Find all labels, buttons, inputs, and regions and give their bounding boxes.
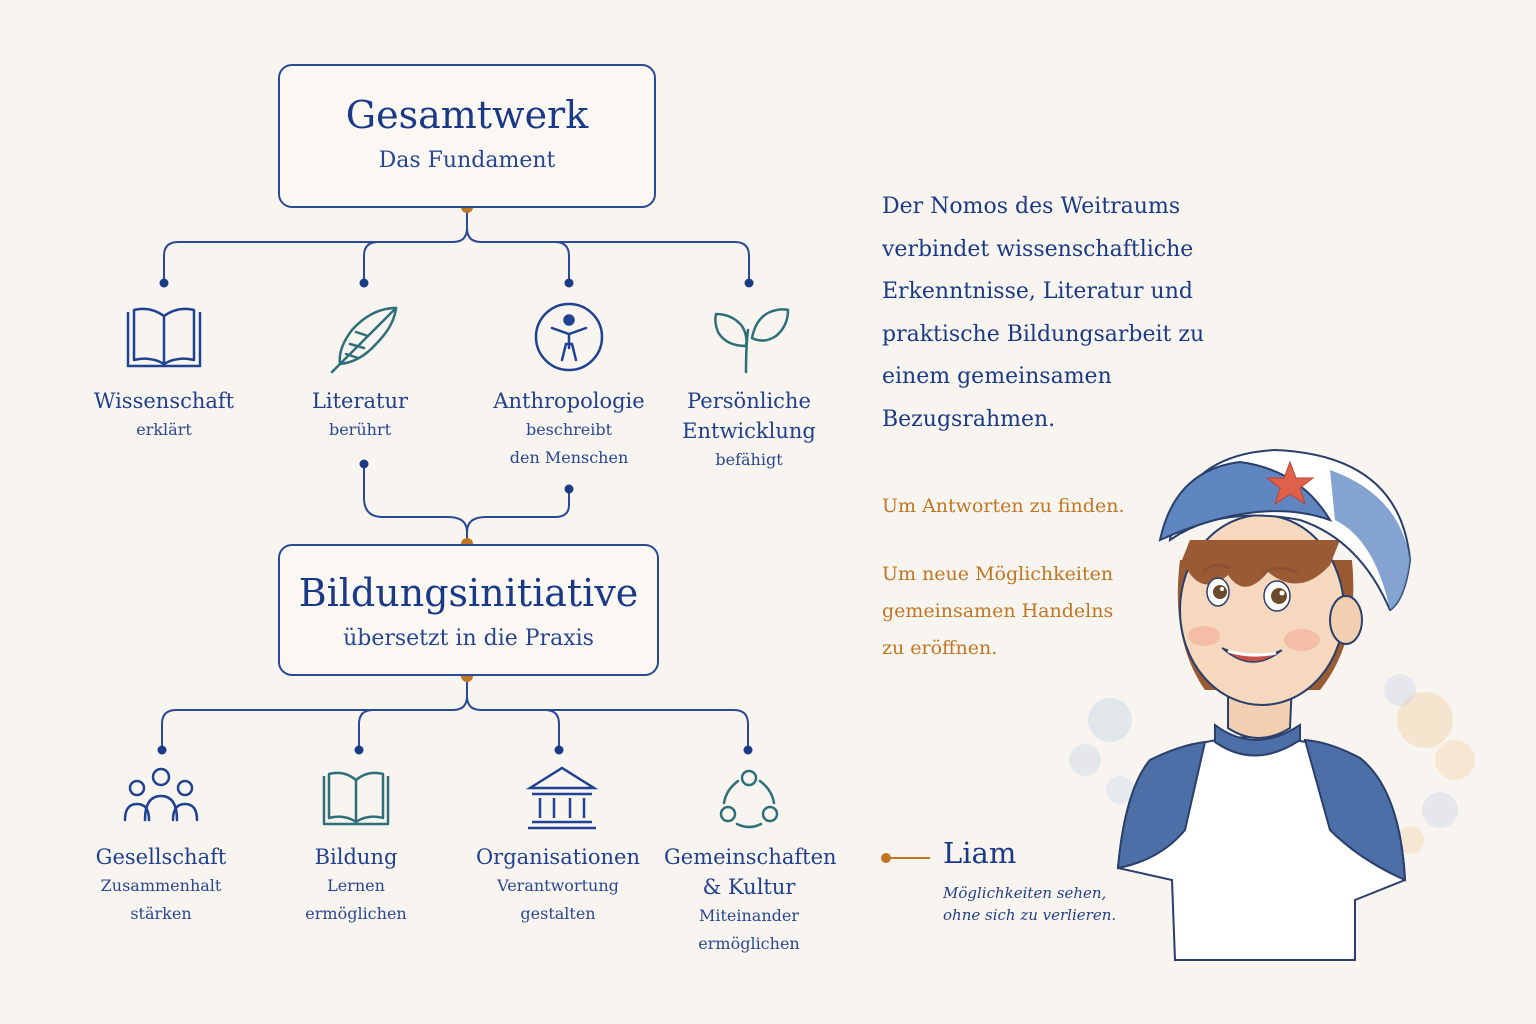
node-description: beschreibt — [525, 420, 613, 439]
human-figure-circle-icon — [536, 304, 602, 370]
node-gesellschaft — [61, 842, 261, 928]
open-book-icon — [324, 773, 388, 824]
node-label: Gesellschaft — [95, 845, 227, 869]
gesamtwerk-title: Gesamtwerk — [345, 93, 589, 137]
nomos-description: Der Nomos des Weitraums verbindet wissenschaftliche Erkenntnisse, Literatur und praktische Bildungsarbeit zu einem gemeinsamen Bezugsrahmen. — [882, 194, 1205, 432]
node-description: berührt — [328, 420, 392, 439]
node-description: Miteinander — [698, 906, 800, 925]
possibilities-line: Um neue Möglichkeiten gemeinsamen Handelns zu eröffnen. — [882, 563, 1114, 659]
node-description: Zusammenhalt — [100, 876, 222, 895]
liam-name: Liam — [943, 836, 1017, 870]
liam-quote — [943, 882, 1116, 926]
node-literatur — [260, 386, 460, 444]
bildungsinitiative-box — [278, 544, 659, 676]
node-gemeinschaften-kultur — [664, 842, 837, 958]
node-label: Persönliche Entwicklung — [682, 389, 816, 443]
node-description: ermöglichen — [698, 934, 800, 953]
bildungsinitiative-subtitle: übersetzt in die Praxis — [343, 626, 594, 651]
node-description: den Menschen — [509, 448, 629, 467]
liam-quote-line: Möglichkeiten sehen, — [943, 884, 1107, 902]
node-label: Anthropologie — [493, 389, 645, 413]
node-label: Bildung — [314, 845, 398, 869]
node-description: ermöglichen — [305, 904, 407, 923]
liam-quote-line: ohne sich zu verlieren. — [943, 906, 1117, 924]
boy-illustration — [1118, 450, 1410, 960]
gesamtwerk-subtitle: Das Fundament — [378, 148, 556, 173]
node-label: Gemeinschaften & Kultur — [664, 845, 837, 899]
node-persoenliche-entwicklung — [674, 386, 824, 474]
node-label: Literatur — [311, 389, 409, 413]
sprout-icon — [715, 309, 788, 372]
node-wissenschaft — [64, 386, 264, 444]
community-cycle-icon — [721, 771, 777, 827]
answer-line: Um Antworten zu finden. — [882, 495, 1125, 517]
gesamtwerk-box — [278, 64, 656, 208]
node-anthropologie — [469, 386, 669, 472]
node-bildung — [256, 842, 456, 928]
node-description: Verantwortung — [497, 876, 619, 895]
group-people-icon — [125, 769, 197, 820]
bildungsinitiative-title: Bildungsinitiative — [298, 571, 639, 615]
node-description: erklärt — [136, 420, 192, 439]
node-label: Organisationen — [475, 845, 641, 869]
feather-quill-icon — [332, 308, 396, 372]
institution-building-icon — [528, 768, 596, 828]
node-description: befähigt — [715, 450, 783, 469]
node-description: Lernen — [327, 876, 385, 895]
node-description: stärken — [130, 904, 192, 923]
open-book-icon — [128, 309, 200, 366]
node-label: Wissenschaft — [93, 389, 235, 413]
node-description: gestalten — [520, 904, 596, 923]
node-organisationen — [458, 842, 658, 928]
